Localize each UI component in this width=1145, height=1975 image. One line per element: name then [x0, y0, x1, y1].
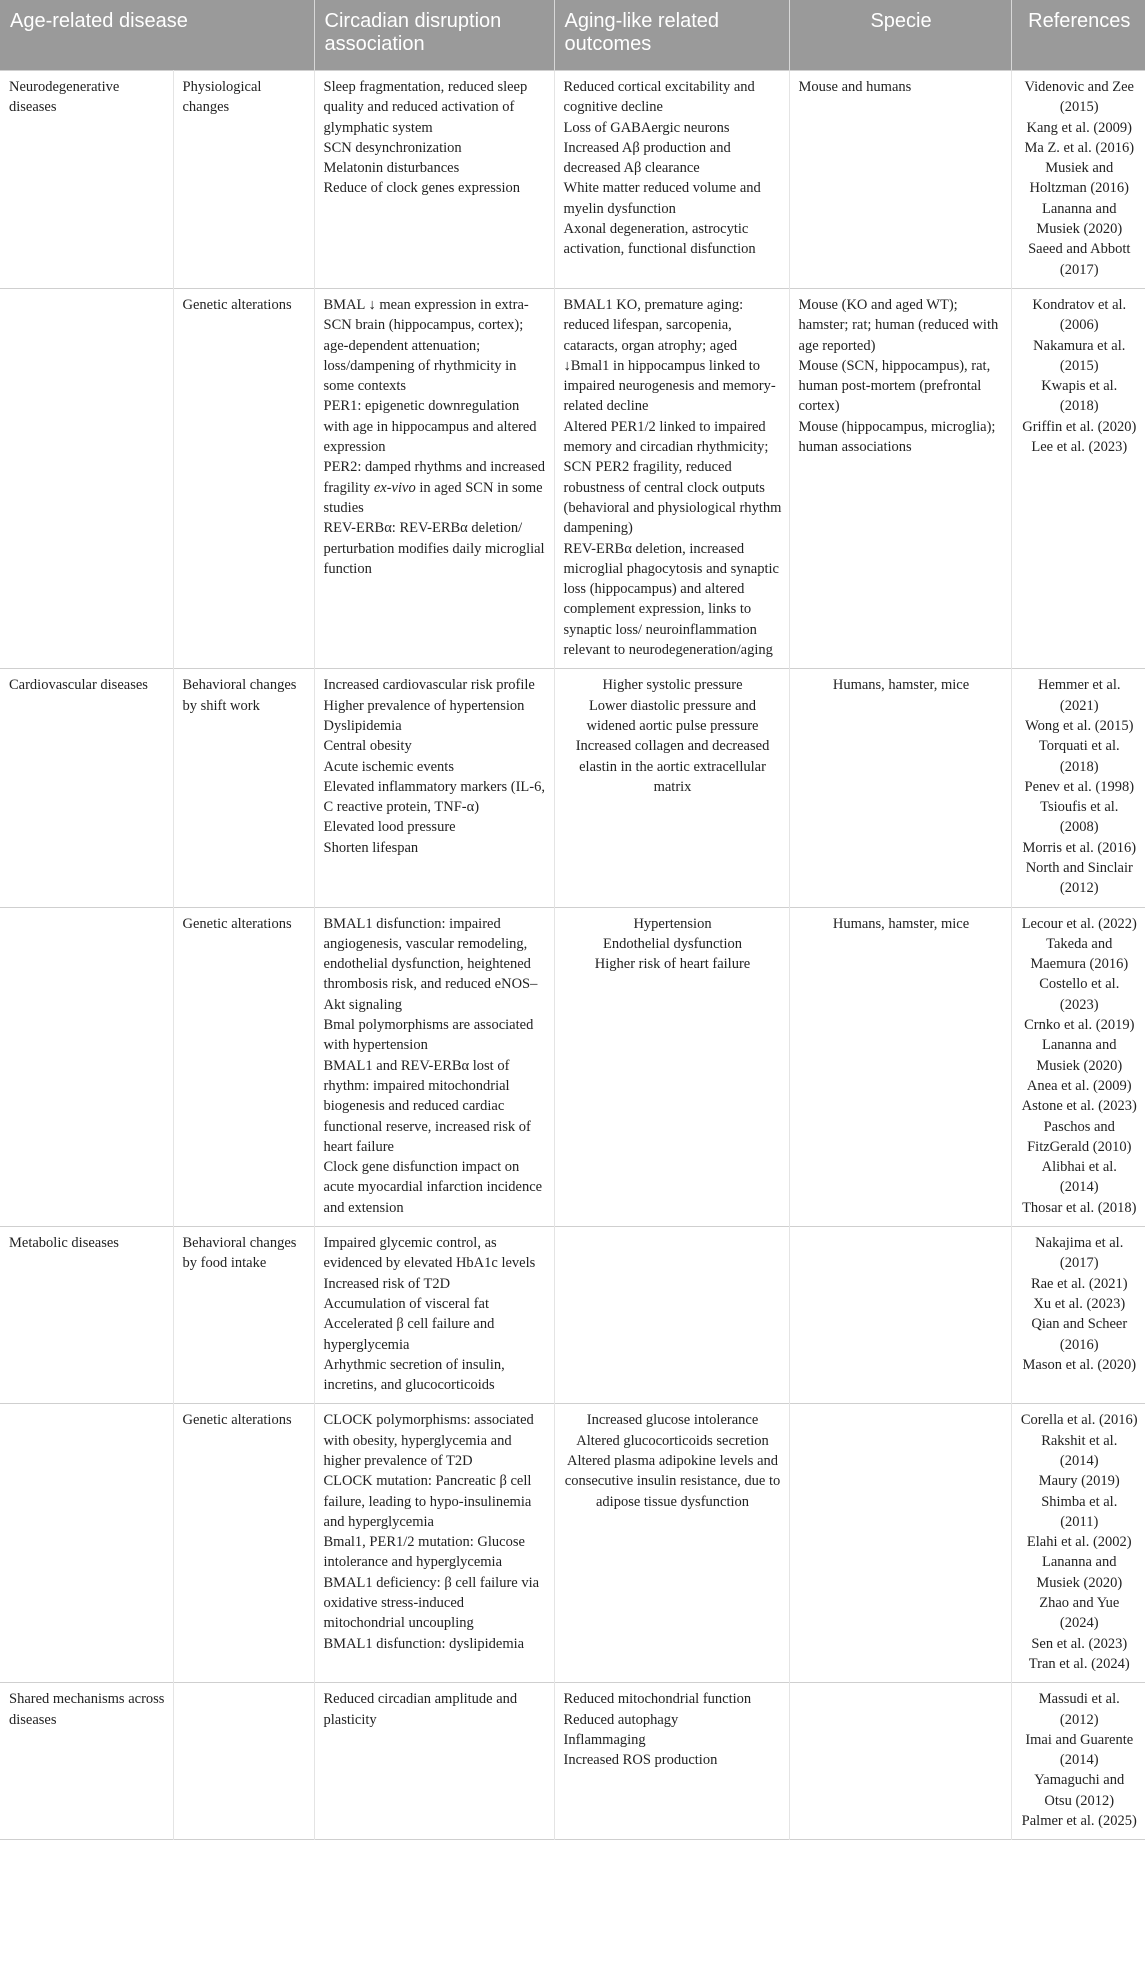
- disease-cell: [0, 669, 173, 907]
- references-cell-line: Rae et al. (2021): [1030, 1275, 1128, 1292]
- references-cell-line: Morris et al. (2016): [1022, 839, 1137, 856]
- header-age-related-disease: Age-related disease: [0, 0, 314, 71]
- outcomes-cell-line: Reduced mitochondrial function: [563, 1691, 752, 1708]
- type-cell: [173, 1404, 314, 1683]
- circadian-cell-line: Arhythmic secretion of insulin, incretins, and glucocorticoids: [323, 1356, 505, 1394]
- references-cell-line: Corella et al. (2016): [1020, 1412, 1138, 1429]
- type-cell: [173, 1227, 314, 1404]
- references-cell: [1011, 1227, 1145, 1404]
- specie-cell: [789, 669, 1011, 907]
- circadian-cell: [314, 669, 554, 907]
- outcomes-cell-line: REV-ERBα deletion, increased microglial phagocytosis and synaptic loss (hippocampus) and altered complement expression, links to synaptic loss/ neuroinflammation relevant to neurodegeneration/aging: [563, 540, 779, 659]
- references-cell-line: Xu et al. (2023): [1033, 1295, 1126, 1312]
- circadian-cell-line: Impaired glycemic control, as evidenced by elevated HbA1c levels: [323, 1235, 536, 1272]
- specie-cell-line: Humans, hamster, mice: [832, 677, 970, 694]
- outcomes-cell-line: Higher systolic pressure: [602, 677, 743, 694]
- circadian-cell-line: Central obesity: [323, 738, 412, 755]
- references-cell-line: Elahi et al. (2002): [1026, 1534, 1132, 1551]
- references-cell-line: Nakamura et al. (2015): [1033, 337, 1126, 374]
- disease-cell-line: Metabolic diseases: [9, 1235, 119, 1252]
- outcomes-cell: [554, 288, 789, 668]
- circadian-cell-line: Accumulation of visceral fat: [323, 1295, 489, 1312]
- circadian-cell-line: Higher prevalence of hypertension: [323, 697, 525, 714]
- circadian-cell-line: Reduced circadian amplitude and plasticity: [323, 1691, 518, 1728]
- circadian-cell-line: PER2: damped rhythms and increased fragility ex-vivo in aged SCN in some studies: [323, 459, 545, 516]
- table-row: [0, 1227, 1145, 1404]
- references-cell-line: Yamaguchi and Otsu (2012): [1034, 1772, 1125, 1809]
- references-cell-line: Shimba et al. (2011): [1041, 1493, 1118, 1530]
- references-cell-line: Palmer et al. (2025): [1021, 1813, 1137, 1830]
- circadian-cell-line: Increased cardiovascular risk profile: [323, 677, 535, 694]
- circadian-cell-line: BMAL1 and REV-ERBα lost of rhythm: impaired mitochondrial biogenesis and reduced cardiac functional reserve, increased risk of heart failure: [323, 1057, 531, 1155]
- specie-cell-line: Humans, hamster, mice: [832, 915, 970, 932]
- outcomes-cell: [554, 1227, 789, 1404]
- disease-cell: [0, 907, 173, 1226]
- outcomes-cell-line: Altered plasma adipokine levels and consecutive insulin resistance, due to adipose tissue dysfunction: [564, 1453, 781, 1510]
- outcomes-cell: [554, 907, 789, 1226]
- outcomes-cell-line: Altered PER1/2 linked to impaired memory and circadian rhythmicity; SCN PER2 fragility, reduced robustness of central clock outputs (behavioral and physiological rhythm dampening): [563, 418, 782, 537]
- circadian-cell: [314, 1227, 554, 1404]
- type-cell: [173, 288, 314, 668]
- circadian-cell-line: BMAL ↓ mean expression in extra-SCN brain (hippocampus, cortex); age-dependent attenuation; loss/dampening of rhythmicity in some contexts: [323, 296, 529, 395]
- specie-cell-line: Mouse (hippocampus, microglia); human associations: [798, 418, 996, 456]
- references-cell: [1011, 288, 1145, 668]
- specie-cell-line: Mouse (KO and aged WT); hamster; rat; human (reduced with age reported): [798, 296, 999, 354]
- outcomes-cell-line: Loss of GABAergic neurons: [563, 119, 730, 136]
- specie-cell: [789, 71, 1011, 289]
- specie-cell-line: Mouse (SCN, hippocampus), rat, human post-mortem (prefrontal cortex): [798, 357, 991, 415]
- table-row: [0, 907, 1145, 1226]
- references-cell: [1011, 71, 1145, 289]
- circadian-cell-line: Melatonin disturbances: [323, 160, 460, 177]
- outcomes-cell-line: Reduced autophagy: [563, 1711, 679, 1728]
- outcomes-cell-line: Inflammaging: [563, 1731, 646, 1748]
- specie-cell: [789, 907, 1011, 1226]
- circadian-cell-line: Acute ischemic events: [323, 758, 454, 775]
- circadian-cell-line: Shorten lifespan: [323, 839, 419, 856]
- circadian-cell-line: Bmal polymorphisms are associated with hypertension: [323, 1017, 534, 1054]
- circadian-cell-line: BMAL1 disfunction: dyslipidemia: [323, 1635, 525, 1652]
- references-cell: [1011, 669, 1145, 907]
- circadian-cell-line: Bmal1, PER1/2 mutation: Glucose intolerance and hyperglycemia: [323, 1534, 525, 1571]
- outcomes-cell: [554, 669, 789, 907]
- disease-cell: [0, 1404, 173, 1683]
- circadian-cell-line: SCN desynchronization: [323, 139, 462, 156]
- specie-cell: [789, 1683, 1011, 1840]
- references-cell-line: Tran et al. (2024): [1028, 1655, 1130, 1672]
- references-cell-line: Wong et al. (2015): [1025, 717, 1134, 734]
- references-cell-line: Kwapis et al. (2018): [1041, 378, 1118, 415]
- type-cell: [173, 907, 314, 1226]
- circadian-cell-line: BMAL1 deficiency: β cell failure via oxidative stress-induced mitochondrial uncoupling: [323, 1574, 540, 1632]
- outcomes-cell: [554, 71, 789, 289]
- references-cell-line: Lecour et al. (2022): [1021, 915, 1137, 932]
- references-cell-line: Maury (2019): [1038, 1473, 1120, 1490]
- references-cell-line: Lananna and Musiek (2020): [1036, 200, 1123, 238]
- type-cell: [173, 1683, 314, 1840]
- circadian-cell-line: Elevated inflammatory markers (IL-6, C reactive protein, TNF-α): [323, 778, 545, 816]
- outcomes-cell-line: Axonal degeneration, astrocytic activation, functional disfunction: [563, 221, 756, 258]
- table-row: [0, 288, 1145, 668]
- circadian-cell-line: BMAL1 disfunction: impaired angiogenesis, vascular remodeling, endothelial dysfunction, heightened thrombosis risk, and reduced eNOS–Akt signaling: [323, 915, 538, 1013]
- header-aging-outcomes: Aging-like related outcomes: [554, 0, 789, 71]
- references-cell-line: Tsioufis et al. (2008): [1040, 799, 1119, 836]
- table-row: [0, 1404, 1145, 1683]
- table-row: [0, 669, 1145, 907]
- outcomes-cell-line: White matter reduced volume and myelin dysfunction: [563, 180, 761, 217]
- circadian-cell-line: Clock gene disfunction impact on acute myocardial infarction incidence and extension: [323, 1159, 543, 1216]
- disease-cell-line: Neurodegenerative diseases: [9, 79, 120, 116]
- references-cell-line: Lee et al. (2023): [1031, 439, 1128, 456]
- references-cell-line: Astone et al. (2023): [1021, 1098, 1137, 1115]
- outcomes-cell: [554, 1404, 789, 1683]
- references-cell-line: Musiek and Holtzman (2016): [1029, 160, 1129, 197]
- references-cell-line: Costello et al. (2023): [1039, 976, 1120, 1013]
- references-cell-line: Rakshit et al. (2014): [1041, 1432, 1118, 1469]
- outcomes-cell-line: BMAL1 KO, premature aging: reduced lifespan, sarcopenia, cataracts, organ atrophy; aged ↓Bmal1 in hippocampus linked to impaired neurogenesis and memory-related decline: [563, 296, 776, 415]
- references-cell: [1011, 1683, 1145, 1840]
- outcomes-cell-line: Lower diastolic pressure and widened aortic pulse pressure: [586, 697, 759, 734]
- outcomes-cell-line: Altered glucocorticoids secretion: [576, 1432, 769, 1449]
- circadian-cell-line: Accelerated β cell failure and hyperglycemia: [323, 1316, 495, 1353]
- references-cell-line: Anea et al. (2009): [1026, 1077, 1132, 1094]
- type-cell-line: Genetic alterations: [182, 1412, 292, 1429]
- references-cell-line: Crnko et al. (2019): [1024, 1017, 1135, 1034]
- specie-cell: [789, 1404, 1011, 1683]
- references-cell-line: Imai and Guarente (2014): [1025, 1731, 1134, 1769]
- type-cell-line: Behavioral changes by food intake: [182, 1235, 297, 1272]
- outcomes-cell-line: Increased Aβ production and decreased Aβ clearance: [563, 139, 731, 177]
- references-cell-line: Massudi et al. (2012): [1038, 1691, 1120, 1728]
- references-cell-line: Penev et al. (1998): [1024, 778, 1135, 795]
- circadian-cell-line: Elevated lood pressure: [323, 819, 456, 836]
- type-cell-line: Behavioral changes by shift work: [182, 677, 297, 714]
- outcomes-cell-line: Increased glucose intolerance: [586, 1412, 759, 1429]
- type-cell: [173, 669, 314, 907]
- references-cell: [1011, 907, 1145, 1226]
- header-specie: Specie: [789, 0, 1011, 71]
- references-cell-line: Takeda and Maemura (2016): [1030, 935, 1129, 973]
- references-cell-line: Thosar et al. (2018): [1022, 1199, 1137, 1216]
- references-cell-line: Nakajima et al. (2017): [1035, 1235, 1124, 1272]
- header-circadian-disruption: Circadian disruption association: [314, 0, 554, 71]
- outcomes-cell-line: Reduced cortical excitability and cognitive decline: [563, 79, 755, 116]
- circadian-cell-line: PER1: epigenetic downregulation with age in hippocampus and altered expression: [323, 398, 537, 456]
- header-row: [0, 0, 1145, 71]
- disease-cell: [0, 1683, 173, 1840]
- header-references: References: [1011, 0, 1145, 71]
- references-cell-line: Torquati et al. (2018): [1038, 738, 1120, 775]
- references-cell: [1011, 1404, 1145, 1683]
- circadian-cell: [314, 1404, 554, 1683]
- circadian-cell: [314, 71, 554, 289]
- references-cell-line: Paschos and FitzGerald (2010): [1027, 1118, 1132, 1155]
- references-cell-line: Alibhai et al. (2014): [1041, 1159, 1117, 1196]
- outcomes-cell-line: Higher risk of heart failure: [594, 956, 751, 973]
- type-cell-line: Physiological changes: [182, 79, 262, 116]
- circadian-cell: [314, 288, 554, 668]
- outcomes-cell-line: Increased ROS production: [563, 1752, 718, 1769]
- type-cell-line: Genetic alterations: [182, 296, 292, 313]
- circadian-cell-line: Sleep fragmentation, reduced sleep quality and reduced activation of glymphatic system: [323, 79, 528, 136]
- circadian-cell-line: Reduce of clock genes expression: [323, 180, 521, 197]
- references-cell-line: Griffin et al. (2020): [1022, 418, 1137, 435]
- circadian-cell-line: REV-ERBα: REV-ERBα deletion/ perturbation modifies daily microglial function: [323, 520, 545, 577]
- references-cell-line: Kondratov et al. (2006): [1032, 296, 1127, 334]
- specie-cell: [789, 1227, 1011, 1404]
- circadian-cell-line: CLOCK mutation: Pancreatic β cell failure, leading to hypo-insulinemia and hyperglycemia: [323, 1473, 532, 1530]
- specie-cell: [789, 288, 1011, 668]
- table-row: [0, 1683, 1145, 1840]
- circadian-cell: [314, 907, 554, 1226]
- outcomes-cell-line: Increased collagen and decreased elastin in the aortic extracellular matrix: [575, 738, 770, 795]
- outcomes-cell: [554, 1683, 789, 1840]
- references-cell-line: North and Sinclair (2012): [1025, 859, 1133, 897]
- references-cell-line: Lananna and Musiek (2020): [1036, 1037, 1123, 1074]
- references-cell-line: Hemmer et al. (2021): [1037, 677, 1121, 714]
- references-cell-line: Kang et al. (2009): [1026, 119, 1133, 136]
- outcomes-cell-line: Endothelial dysfunction: [603, 935, 742, 952]
- references-cell-line: Videnovic and Zee (2015): [1024, 79, 1134, 116]
- disease-cell: [0, 71, 173, 289]
- circadian-cell-line: CLOCK polymorphisms: associated with obesity, hyperglycemia and higher prevalence of T2D: [323, 1412, 534, 1469]
- references-cell-line: Zhao and Yue (2024): [1039, 1595, 1120, 1632]
- circadian-cell-line: Dyslipidemia: [323, 717, 402, 734]
- disease-cell: [0, 1227, 173, 1404]
- references-cell-line: Saeed and Abbott (2017): [1028, 241, 1131, 278]
- references-cell-line: Mason et al. (2020): [1022, 1356, 1137, 1373]
- disease-cell-line: Shared mechanisms across diseases: [9, 1691, 165, 1728]
- specie-cell-line: Mouse and humans: [798, 79, 912, 95]
- circadian-cell: [314, 1683, 554, 1840]
- outcomes-cell-line: Hypertension: [633, 915, 712, 932]
- references-cell-line: Ma Z. et al. (2016): [1024, 139, 1135, 156]
- references-cell-line: Sen et al. (2023): [1031, 1635, 1128, 1652]
- references-cell-line: Lananna and Musiek (2020): [1036, 1554, 1123, 1591]
- table-row: [0, 71, 1145, 289]
- references-cell-line: Qian and Scheer (2016): [1031, 1316, 1128, 1353]
- type-cell: [173, 71, 314, 289]
- circadian-cell-line: Increased risk of T2D: [323, 1275, 451, 1292]
- type-cell-line: Genetic alterations: [182, 915, 292, 932]
- disease-cell-line: Cardiovascular diseases: [9, 677, 148, 694]
- disease-cell: [0, 288, 173, 668]
